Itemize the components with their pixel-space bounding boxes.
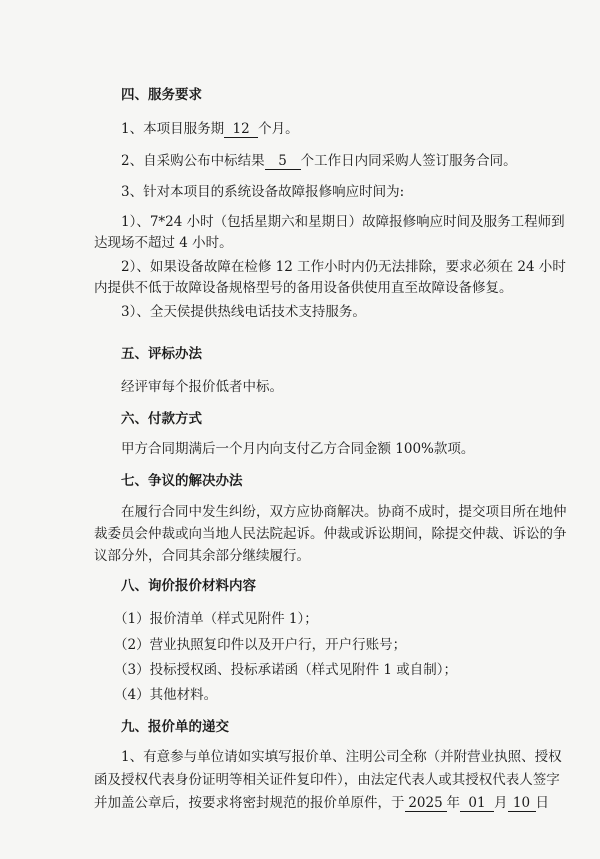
- dispute-line-2: 裁委员会仲裁或向当地人民法院起诉。仲裁或诉讼期间，除提交仲裁、诉讼的争: [94, 526, 567, 542]
- dispute-line-3: 议部分外，合同其余部分继续履行。: [94, 548, 310, 564]
- materials-heading: 八、询价报价材料内容: [121, 578, 256, 594]
- contract-days-value: 5: [265, 154, 301, 170]
- submission-line-1: 1、有意参与单位请如实填写报价单、注明公司全称（并附营业执照、授权: [121, 749, 562, 765]
- evaluation-heading: 五、评标办法: [121, 346, 202, 362]
- evaluation-text: 经评审每个报价低者中标。: [121, 379, 283, 395]
- submission-year: 2025: [405, 796, 447, 812]
- materials-item-4: （4）其他材料。: [114, 687, 218, 703]
- service-period-value: 12: [224, 122, 258, 138]
- service-sub1-line2: 达现场不超过 4 小时。: [94, 235, 233, 251]
- service-sub3: 3）、全天侯提供热线电话技术支持服务。: [121, 304, 366, 320]
- payment-heading: 六、付款方式: [121, 411, 202, 427]
- service-item-3: 3、针对本项目的系统设备故障报修响应时间为:: [121, 184, 405, 200]
- materials-item-1: （1）报价清单（样式见附件 1）；: [114, 611, 318, 627]
- service-heading: 四、服务要求: [121, 87, 202, 103]
- service-sub1-line1: 1）、7*24 小时（包括星期六和星期日）故障报修响应时间及服务工程师到: [121, 214, 565, 230]
- dispute-heading: 七、争议的解决办法: [121, 473, 243, 489]
- service-item-1: 1、本项目服务期 12 个月。: [121, 121, 299, 137]
- submission-line-3: 并加盖公章后，按要求将密封规范的报价单原件，于 2025 年 01 月 10 日: [94, 795, 549, 811]
- submission-line-2: 函及授权代表身份证明等相关证件复印件），由法定代表人或其授权代表人签字: [94, 772, 560, 788]
- service-item-2: 2、自采购公布中标结果 5 个工作日内同采购人签订服务合同。: [121, 153, 517, 169]
- dispute-line-1: 在履行合同中发生纠纷，双方应协商解决。协商不成时，提交项目所在地仲: [121, 504, 567, 520]
- materials-item-3: （3）投标授权函、投标承诺函（样式见附件 1 或自制）；: [114, 662, 458, 678]
- submission-day: 10: [508, 796, 536, 812]
- submission-heading: 九、报价单的递交: [121, 719, 229, 735]
- materials-item-2: （2）营业执照复印件以及开户行，开户行账号；: [114, 637, 407, 653]
- submission-month: 01: [460, 796, 494, 812]
- payment-text: 甲方合同期满后一个月内向支付乙方合同金额 100%款项。: [121, 441, 475, 457]
- service-sub2-line2: 内提供不低于故障设备规格型号的备用设备供使用直至故障设备修复。: [94, 280, 513, 296]
- service-sub2-line1: 2）、如果设备故障在检修 12 工作小时内仍无法排除，要求必须在 24 小时: [121, 259, 566, 275]
